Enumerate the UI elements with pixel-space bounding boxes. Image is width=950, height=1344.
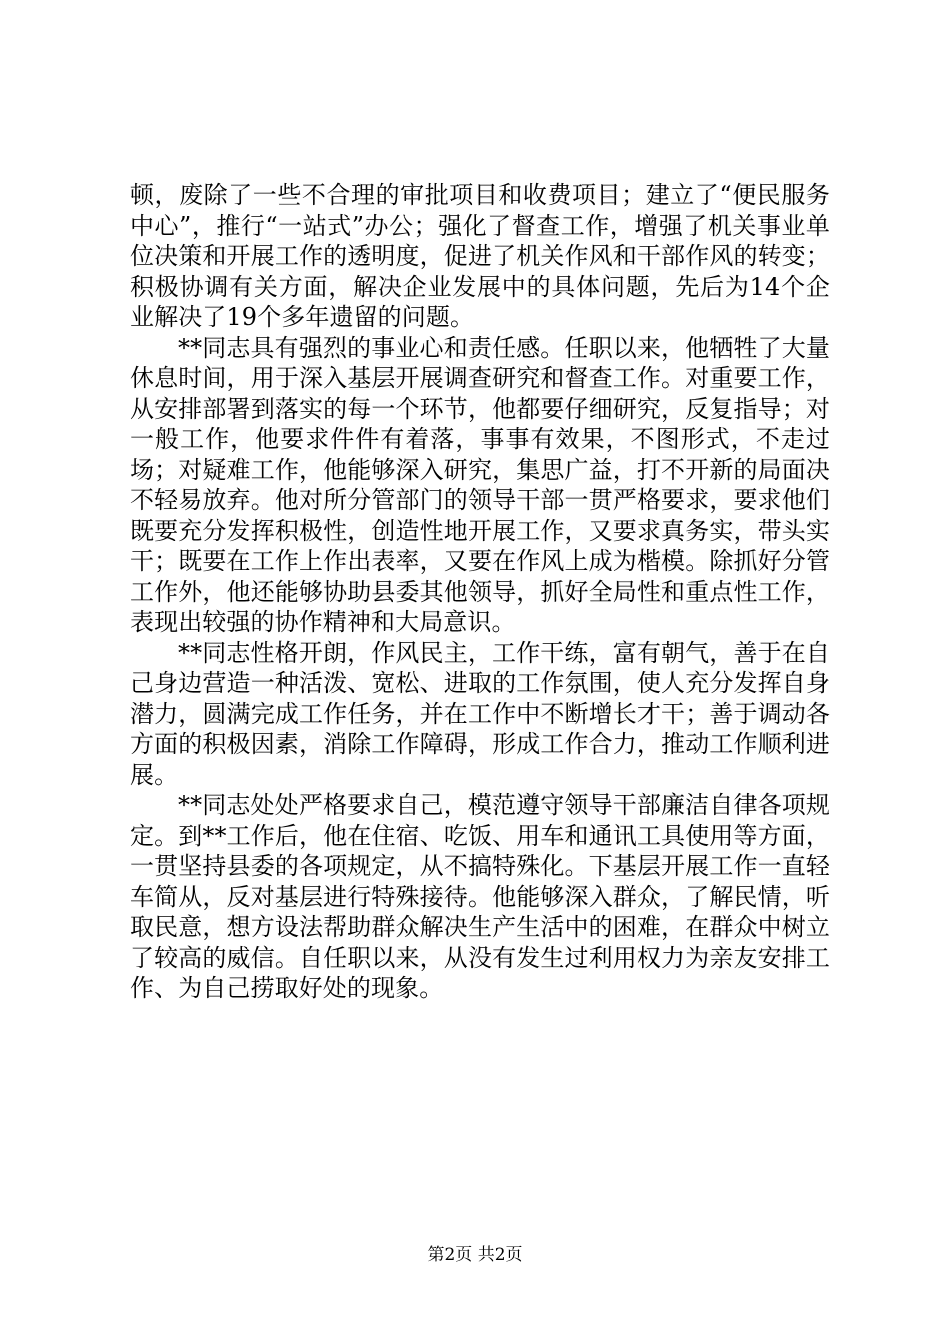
- paragraph-integrity: **同志处处严格要求自己，模范遵守领导干部廉洁自律各项规定。到**工作后，他在住宿、吃饭、用车和通讯工具使用等方面，一贯坚持县委的各项规定，从不搞特殊化。下基层开展工作一直轻车简从，反对基层进行特殊接待。他能够深入群众，了解民情，听取民意，想方设法帮助群众解决生产生活中的困难，在群众中树立了较高的威信。自任职以来，从没有发生过利用权力为亲友安排工作、为自己捞取好处的现象。: [130, 791, 830, 1002]
- paragraph-dedication: **同志具有强烈的事业心和责任感。任职以来，他牺牲了大量休息时间，用于深入基层开展调查研究和督查工作。对重要工作，从安排部署到落实的每一个环节，他都要仔细研究，反复指导；对一般工作，他要求件件有着落，事事有效果，不图形式，不走过场；对疑难工作，他能够深入研究，集思广益，打不开新的局面决不轻易放弃。他对所分管部门的领导干部一贯严格要求，要求他们既要充分发挥积极性，创造性地开展工作，又要求真务实，带头实干；既要在工作上作出表率，又要在作风上成为楷模。除抓好分管工作外，他还能够协助县委其他领导，抓好全局性和重点性工作，表现出较强的协作精神和大局意识。: [130, 333, 830, 636]
- paragraph-personality: **同志性格开朗，作风民主，工作干练，富有朝气，善于在自己身边营造一种活泼、宽松、进取的工作氛围，使人充分发挥自身潜力，圆满完成工作任务，并在工作中不断增长才干；善于调动各方面的积极因素，消除工作障碍，形成工作合力，推动工作顺利进展。: [130, 638, 830, 789]
- page-number-footer: 第2页 共2页: [427, 1245, 523, 1265]
- document-body: [130, 180, 830, 1004]
- paragraph-continuation: 顿，废除了一些不合理的审批项目和收费项目；建立了“便民服务中心”，推行“一站式”办公；强化了督查工作，增强了机关事业单位决策和开展工作的透明度，促进了机关作风和干部作风的转变；积极协调有关方面，解决企业发展中的具体问题，先后为14个企业解决了19个多年遗留的问题。: [130, 181, 830, 331]
